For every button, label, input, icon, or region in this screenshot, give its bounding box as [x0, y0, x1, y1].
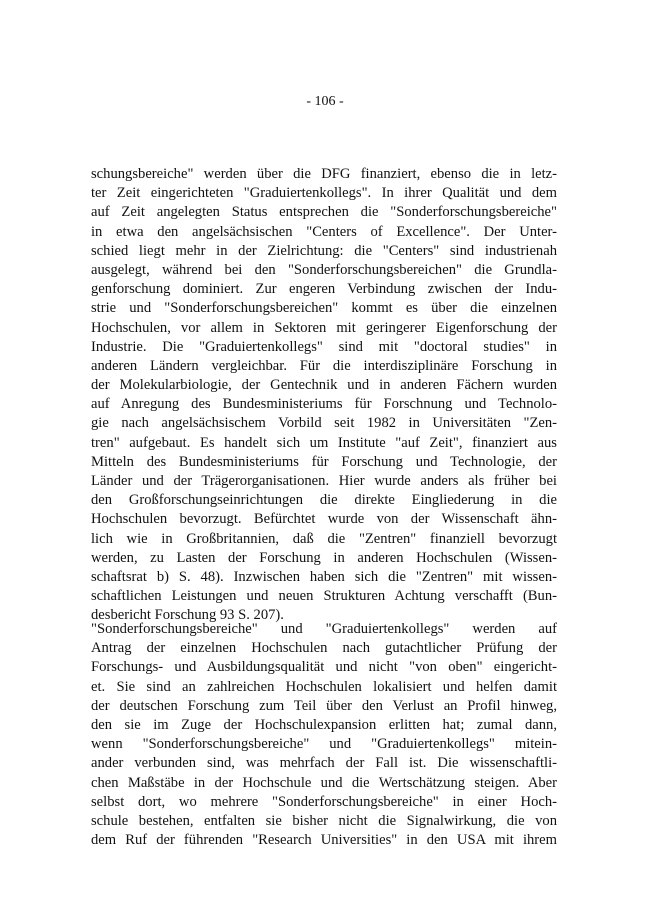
text-line: selbst dort, wo mehrere "Sonderforschungsbereiche" in einer Hoch-: [91, 793, 557, 810]
text-line: werden, zu Lasten der Forschung in anderen Hochschulen (Wissen-: [91, 549, 557, 566]
text-line: chen Maßstäbe in der Hochschule und die Wertschätzung steigen. Aber: [91, 774, 557, 791]
text-line: Forschungs- und Ausbildungsqualität und nicht "von oben" eingericht-: [91, 659, 557, 676]
text-line: ander verbunden sind, was mehrfach der Fall ist. Die wissenschaftli-: [91, 755, 557, 772]
text-line: Mitteln des Bundesministeriums für Forschung und Technologie, der: [91, 453, 557, 470]
text-line: ausgelegt, während bei den "Sonderforschungsbereichen" die Grundla-: [91, 261, 557, 278]
text-line: schule bestehen, entfalten sie bisher nicht die Signalwirkung, die von: [91, 812, 557, 829]
text-line: auf Zeit angelegten Status entsprechen die "Sonderforschungsbereiche": [91, 204, 557, 221]
text-line: schaftsrat b) S. 48). Inzwischen haben sich die "Zentren" mit wissen-: [91, 568, 557, 585]
text-line: dem Ruf der führenden "Research Universities" in den USA mit ihrem: [91, 832, 557, 849]
text-line: strie und "Sonderforschungsbereichen" kommt es über die einzelnen: [91, 300, 557, 317]
text-line: schungsbereiche" werden über die DFG finanziert, ebenso die in letz-: [91, 166, 557, 182]
text-line: Antrag der einzelnen Hochschulen nach gutachtlicher Prüfung der: [91, 640, 557, 657]
text-line: et. Sie sind an zahlreichen Hochschulen lokalisiert und helfen damit: [91, 678, 557, 695]
page-number: - 106 -: [306, 94, 344, 109]
text-line: anderen Ländern vergleichbar. Für die interdisziplinäre Forschung in: [91, 357, 557, 374]
paragraph-2: [91, 620, 557, 850]
text-line: der deutschen Forschung zum Teil über den Verlust an Profil hinweg,: [91, 697, 557, 714]
text-line: schaftlichen Leistungen und neuen Strukturen Achtung verschafft (Bun-: [91, 588, 557, 605]
text-line: ter Zeit eingerichteten "Graduiertenkollegs". In ihrer Qualität und dem: [91, 185, 557, 202]
text-line: Länder und der Trägerorganisationen. Hier wurde anders als früher bei: [91, 473, 557, 489]
text-line: tren" aufgebaut. Es handelt sich um Institute "auf Zeit", finanziert aus: [91, 434, 557, 451]
text-line: auf Anregung des Bundesministeriums für Forschnung und Technolo-: [91, 396, 557, 413]
text-line: genforschung dominiert. Zur engeren Verbindung zwischen der Indu-: [91, 281, 557, 298]
text-line: der Molekularbiologie, der Gentechnik und in anderen Fächern wurden: [91, 377, 557, 394]
text-line: "Sonderforschungsbereiche" und "Graduiertenkollegs" werden auf: [91, 621, 557, 637]
text-line: Hochschulen, vor allem in Sektoren mit geringerer Eigenforschung der: [91, 319, 557, 336]
text-line: gie nach angelsächsischem Vorbild seit 1982 in Universitäten "Zen-: [91, 415, 557, 432]
text-line: schied liegt mehr in der Zielrichtung: die "Centers" sind industrienah: [91, 242, 557, 259]
paragraph-1: [91, 165, 557, 626]
text-line: wenn "Sonderforschungsbereiche" und "Graduiertenkollegs" mitein-: [91, 736, 557, 753]
text-line: desbericht Forschung 93 S. 207).: [91, 607, 284, 624]
text-line: den sie im Zuge der Hochschulexpansion erlitten hat; zumal dann,: [91, 716, 557, 733]
text-line: lich wie in Großbritannien, daß die "Zentren" finanziell bevorzugt: [91, 530, 557, 547]
text-line: den Großforschungseinrichtungen die direkte Eingliederung in die: [91, 492, 557, 509]
text-line: in etwa den angelsächsischen "Centers of Excellence". Der Unter-: [91, 223, 557, 240]
text-line: Hochschulen bevorzugt. Befürchtet wurde von der Wissenschaft ähn-: [91, 511, 557, 528]
text-line: Industrie. Die "Graduiertenkollegs" sind mit "doctoral studies" in: [91, 338, 557, 355]
